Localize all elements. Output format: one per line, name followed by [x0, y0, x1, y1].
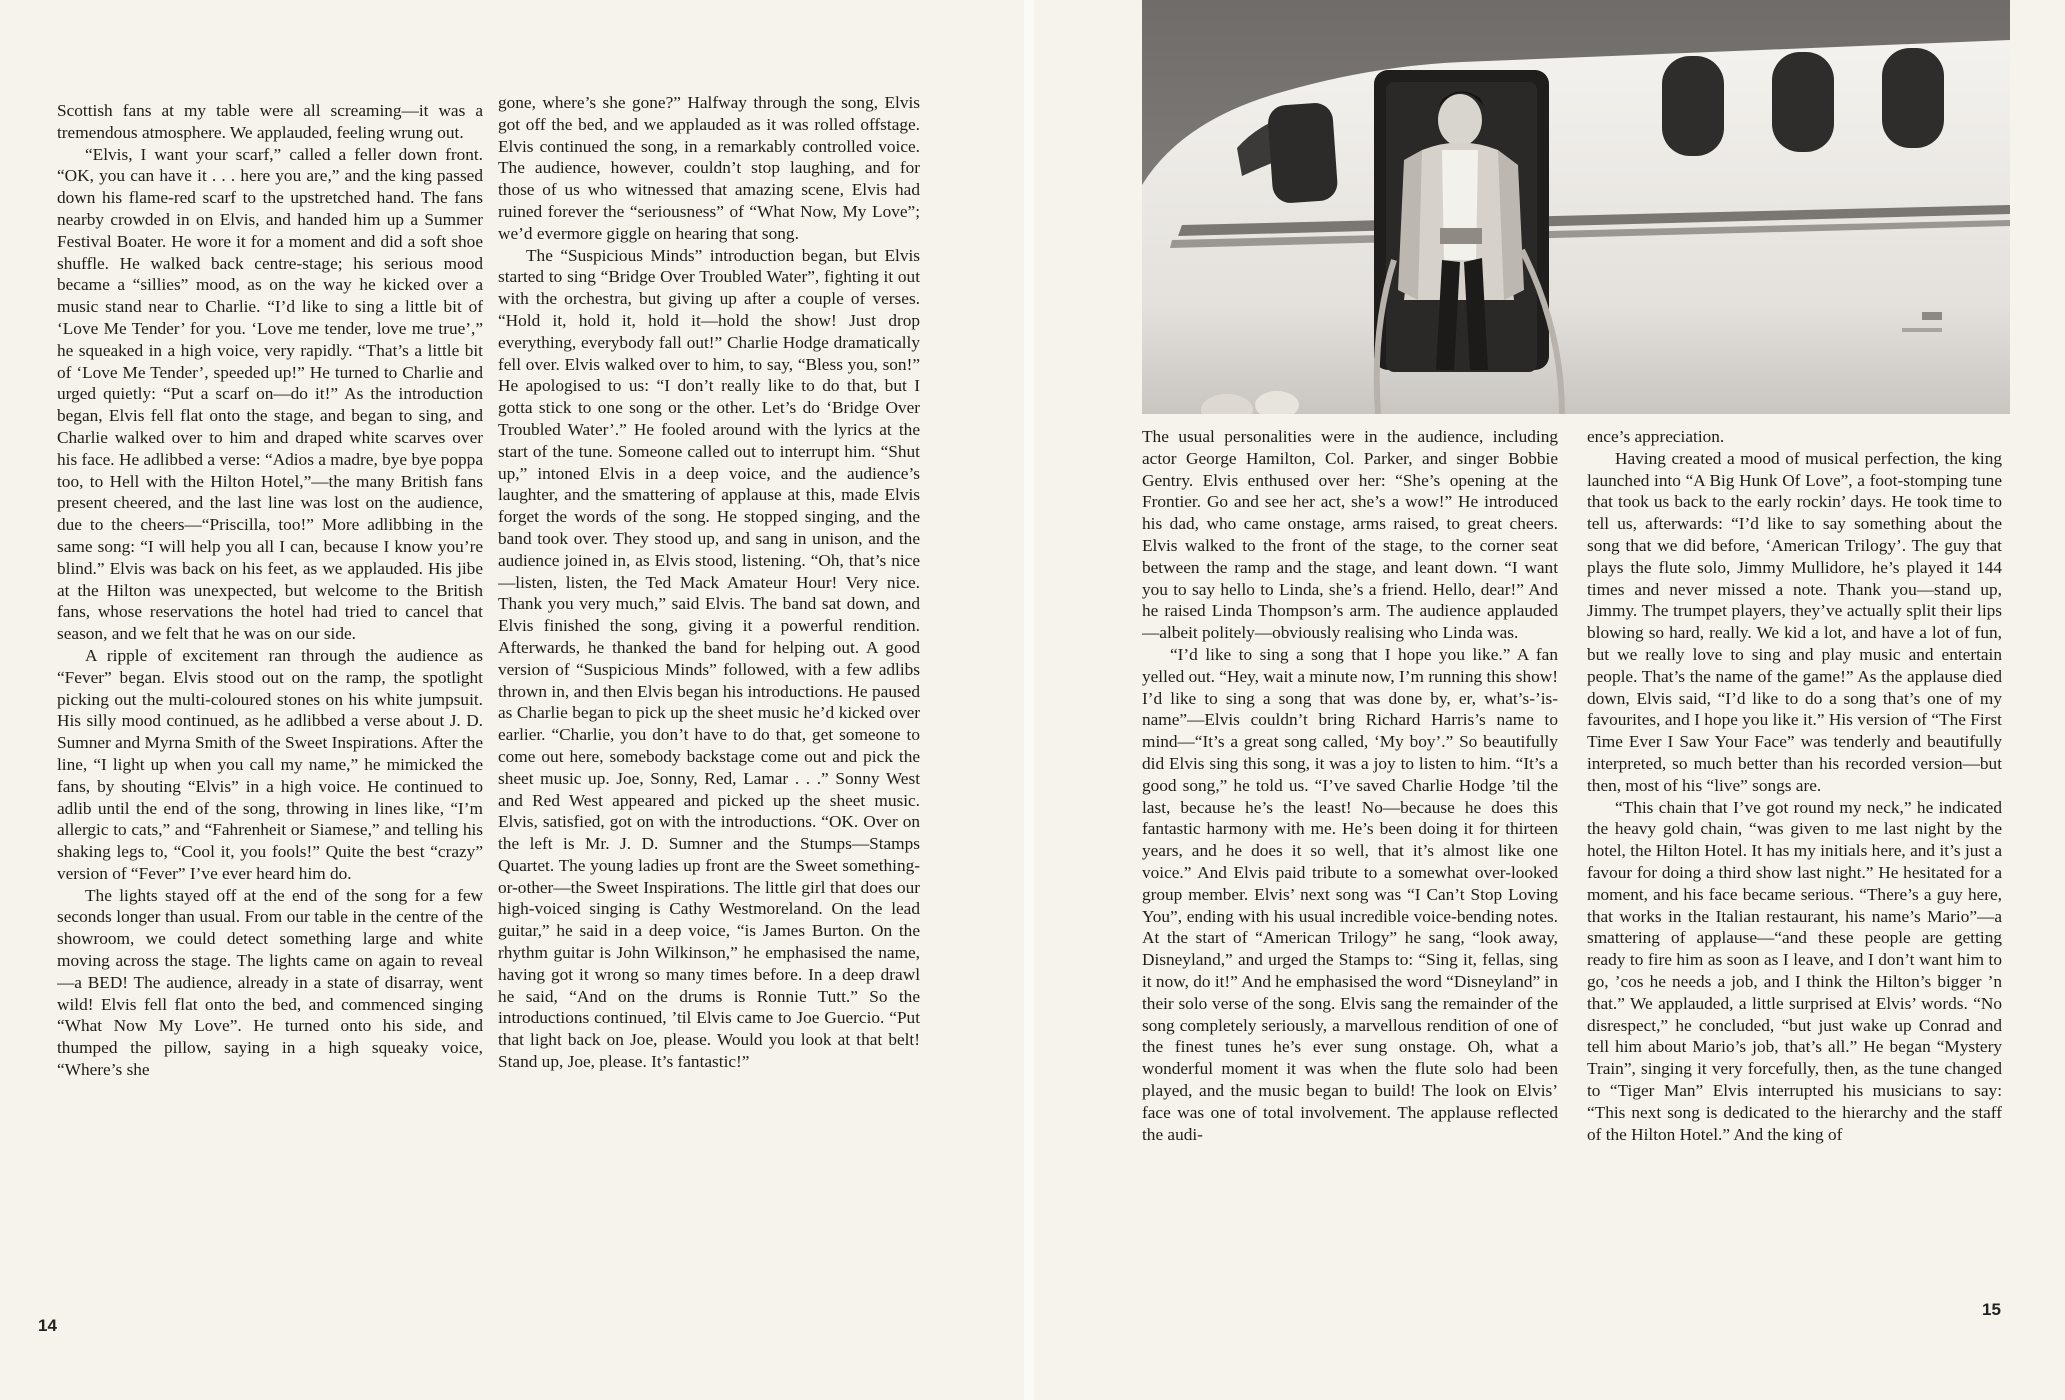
- paragraph: Scottish fans at my table were all screaming—it was a tremendous atmosphere. We applauded, feeling wrung out.: [57, 101, 483, 142]
- paragraph: gone, where’s she gone?” Halfway through the song, Elvis got off the bed, and we applauded as it was rolled offstage. Elvis continued the song, in a remarkably controlled voice. The audience, however, couldn’t stop laughing, and for those of us who witnessed that amazing scene, Elvis had ruined forever the “seriousness” of “What Now, My Love”; we’d evermore giggle on hearing that song.: [498, 93, 920, 243]
- paragraph: A ripple of excitement ran through the audience as “Fever” began. Elvis stood out on the ramp, the spotlight picking out the multi-coloured stones on his white jumpsuit. His silly mood continued, as he adlibbed a verse about J. D. Sumner and Myrna Smith of the Sweet Inspirations. After the line, “I light up when you call my name,” he mimicked the fans, by shouting “Elvis” in a high voice. He continued to adlib until the end of the song, throwing in lines like, “I’m allergic to cats,” and “Fahrenheit or Siamese,” and telling his shaking legs to, “Cool it, you fools!” Quite the best “crazy” version of “Fever” I’ve ever heard him do.: [57, 645, 483, 883]
- paragraph: The lights stayed off at the end of the song for a few seconds longer than usual. From our table in the centre of the showroom, we could detect something large and white moving across the stage. The lights came on again to reveal—a BED! The audience, already in a state of disarray, went wild! Elvis fell flat onto the bed, and commenced singing “What Now My Love”. He turned onto his side, and thumped the pillow, saying in a high squeaky voice, “Where’s she: [57, 885, 483, 1080]
- left-page-column-1: [57, 100, 483, 1310]
- paragraph: The “Suspicious Minds” introduction began, but Elvis started to sing “Bridge Over Troubled Water”, fighting it out with the orchestra, but giving up after a couple of verses. “Hold it, hold it, hold it—hold the show! Just drop everything, everybody fall out!” Charlie Hodge dramatically fell over. Elvis walked over to him, to say, “Bless you, son!” He apologised to us: “I don’t really like to do that, but I gotta stick to one song or the other. Let’s do ‘Bridge Over Troubled Water’.” He fooled around with the lyrics at the start of the tune. Someone called out to interrupt him. “Shut up,” intoned Elvis in a deep voice, and the audience’s laughter, and the smattering of applause at this, made Elvis forget the words of the song. He stopped singing, and the band took over. They stood up, and sang in unison, and the audience joined in, as Elvis stood, listening. “Oh, that’s nice—listen, listen, the Ted Mack Amateur Hour! Very nice. Thank you very much,” said Elvis. The band sat down, and Elvis finished the song, giving it a powerful rendition. Afterwards, he thanked the band for helping out. A good version of “Suspicious Minds” followed, with a few adlibs thrown in, and then Elvis began his introductions. He paused as Charlie began to pick up the sheet music he’d kicked over earlier. “Charlie, you don’t have to do that, get someone to come out here, somebody backstage come out and pick the sheet music up. Joe, Sonny, Red, Lamar . . .” Sonny West and Red West appeared and picked up the sheet music. Elvis, satisfied, got on with the introductions. “OK. Over on the left is Mr. J. D. Sumner and the Stumps—Stamps Quartet. The young ladies up front are the Sweet something-or-other—the Sweet Inspirations. The little girl that does our high-voiced singing is Cathy Westmoreland. On the lead guitar,” he said in a deep voice, “is James Burton. On the rhythm guitar is John Wilkinson,” he emphasised the name, having got it wrong so many times before. In a deep drawl he said, “And on the drums is Ronnie Tutt.” So the introductions continued, ’til Elvis came to Joe Guercio. “Put that light back on Joe, please. Would you look at that belt! Stand up, Joe, please. It’s fantastic!”: [498, 245, 920, 1072]
- paragraph: Having created a mood of musical perfection, the king launched into “A Big Hunk Of Love”, a foot-stomping tune that took us back to the early rockin’ days. He took time to tell us, afterwards: “I’d like to say something about the song that we did before, ‘American Trilogy’. The guy that plays the flute solo, Jimmy Mullidore, he’s played it 144 times and never missed a note. Thank you—stand up, Jimmy. The trumpet players, they’ve actually split their lips blowing so hard, really. We kid a lot, and have a lot of fun, but we really love to sing and play music and entertain people. That’s the name of the game!” As the applause died down, Elvis said, “I’d like to do a song that’s one of my favourites, and I hope you like it.” His version of “The First Time Ever I Saw Your Face” was tenderly and beautifully interpreted, so much better than his recorded version—but then, most of his “live” songs are.: [1587, 448, 2002, 795]
- paragraph: “I’d like to sing a song that I hope you like.” A fan yelled out. “Hey, wait a minute now, I’m running this show! I’d like to sing a song that was done by, er, what’s-’is-name”—Elvis couldn’t bring Richard Harris’s name to mind—“It’s a great song called, ‘My boy’.” So beautifully did Elvis sing this song, it was a joy to listen to him. “It’s a good song,” he told us. “I’ve saved Charlie Hodge ’til the last, because he’s the least! No—because he does this fantastic harmony with me. He’s been doing it for thirteen years, and he does it so well, that it’s almost like one voice.” And Elvis paid tribute to a somewhat over-looked group member. Elvis’ next song was “I Can’t Stop Loving You”, ending with his usual incredible voice-bending notes. At the start of “American Trilogy” he sang, “look away, Disneyland,” and urged the Stamps to: “Sing it, fellas, sing it now, do it!” And he emphasised the word “Disneyland” in their solo verse of the song. Elvis sang the remainder of the song completely seriously, a marvellous rendition of one of the finest tunes he’s ever sung onstage. Oh, what a wonderful moment it was when the flute solo had been played, and the music began to build! The look on Elvis’ face was one of total involvement. The applause reflected the audi-: [1142, 644, 1558, 1144]
- elvis-airplane-photo: [1142, 0, 2010, 414]
- page-number-left: 14: [38, 1316, 57, 1335]
- page-gutter: [1024, 0, 1034, 1400]
- paragraph: “Elvis, I want your scarf,” called a feller down front. “OK, you can have it . . . here you are,” and the king passed down his flame-red scarf to the upstretched hand. The fans nearby crowded in on Elvis, and handed him up a Summer Festival Boater. He wore it for a moment and did a soft shoe shuffle. He walked back centre-stage; his serious mood became a “sillies” mood, as on the way he kicked over a music stand near to Charlie. “I’d like to sing a little bit of ‘Love Me Tender’ for you. ‘Love me tender, love me true’,” he squeaked in a high voice, very rapidly. “That’s a little bit of ‘Love Me Tender’, speeded up!” He turned to Charlie and urged quietly: “Put a scarf on—do it!” As the introduction began, Elvis fell flat onto the stage, and began to sing, and Charlie walked over to him and draped white scarves over his face. He adlibbed a verse: “Adios a madre, bye bye poppa too, to Hell with the Hilton Hotel,”—the many British fans present cheered, and the last line was lost on the audience, due to the cheers—“Priscilla, too!” More adlibbing in the same song: “I will help you all I can, because I know you’re blind.” Elvis was back on his feet, as we applauded. His jibe at the Hilton was unexpected, but welcome to the British fans, whose reservations the hotel had tried to cancel that season, and we felt that he was on our side.: [57, 144, 483, 644]
- paragraph: The usual personalities were in the audience, including actor George Hamilton, Col. Parker, and singer Bobbie Gentry. Elvis enthused over her: “She’s opening at the Frontier. Go and see her act, she’s a wow!” He introduced his dad, who came onstage, arms raised, to great cheers. Elvis walked to the front of the stage, to the corner seat between the ramp and the stage, and leant down. “I want you to say hello to Linda, she’s a friend. Hello, dear!” And he raised Linda Thompson’s arm. The audience applauded—albeit politely—obviously realising who Linda was.: [1142, 427, 1558, 643]
- page-number-right: 15: [1982, 1300, 2001, 1319]
- left-page-column-2: [498, 92, 920, 1302]
- left-page: [0, 0, 1024, 1400]
- paragraph: ence’s appreciation.: [1587, 427, 1725, 446]
- right-page-column-2: [1587, 426, 2002, 1296]
- paragraph: “This chain that I’ve got round my neck,” he indicated the heavy gold chain, “was given to me last night by the hotel, the Hilton Hotel. It has my initials here, and it’s just a favour for doing a third show last night.” He hesitated for a moment, and his face became serious. “There’s a guy here, that works in the Italian restaurant, his name’s Mario”—a smattering of applause—“and these people are getting ready to fire him as soon as I leave, and I don’t want him to go, ’cos he needs a job, and I think the Hilton’s bigger ’n that.” We applauded, a little surprised at Elvis’ words. “No disrespect,” he concluded, “but just wake up Conrad and tell him about Mario’s job, that’s all.” He began “Mystery Train”, singing it very forcefully, then, as the tune changed to “Tiger Man” Elvis interrupted his musicians to say: “This next song is dedicated to the hierarchy and the staff of the Hilton Hotel.” And the king of: [1587, 797, 2002, 1144]
- right-page-column-1: [1142, 426, 1558, 1296]
